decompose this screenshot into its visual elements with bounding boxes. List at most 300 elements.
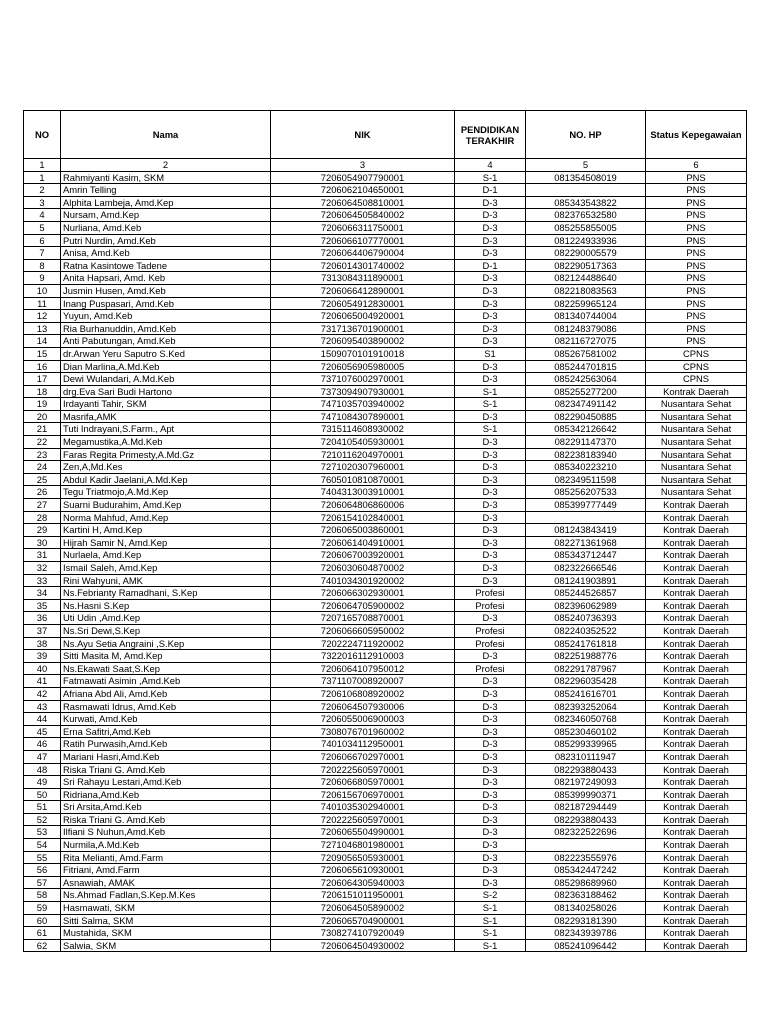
cell-status: Kontrak Daerah xyxy=(646,624,747,637)
cell-no: 27 xyxy=(24,499,61,512)
cell-pendidikan: D-3 xyxy=(455,851,526,864)
table-row xyxy=(24,373,747,386)
cell-nik: 7401034301920002 xyxy=(271,574,455,587)
cell-pendidikan: S-1 xyxy=(455,398,526,411)
cell-nik: 7206064806860006 xyxy=(271,499,455,512)
cell-no: 44 xyxy=(24,713,61,726)
column-number: 2 xyxy=(61,159,271,172)
cell-pendidikan: D-3 xyxy=(455,473,526,486)
table-row xyxy=(24,889,747,902)
cell-hp: 082322666546 xyxy=(526,562,646,575)
table-row xyxy=(24,184,747,197)
cell-pendidikan: Profesi xyxy=(455,624,526,637)
cell-status: Nusantara Sehat xyxy=(646,461,747,474)
cell-pendidikan: S-1 xyxy=(455,171,526,184)
cell-status: Kontrak Daerah xyxy=(646,511,747,524)
column-number: 4 xyxy=(455,159,526,172)
cell-nama: Salwia, SKM xyxy=(61,939,271,952)
header-status: Status Kepegawaian xyxy=(646,111,747,159)
cell-pendidikan: D-3 xyxy=(455,196,526,209)
cell-nama: Riska Triani G. Amd.Keb xyxy=(61,763,271,776)
table-row xyxy=(24,398,747,411)
cell-pendidikan: S1 xyxy=(455,347,526,360)
cell-status: Kontrak Daerah xyxy=(646,687,747,700)
cell-status: Kontrak Daerah xyxy=(646,801,747,814)
cell-hp: 082290450885 xyxy=(526,410,646,423)
cell-nama: dr.Arwan Yeru Saputro S.Ked xyxy=(61,347,271,360)
cell-hp: 082291147370 xyxy=(526,436,646,449)
table-row xyxy=(24,360,747,373)
cell-nik: 7206064406790004 xyxy=(271,247,455,260)
cell-status: Kontrak Daerah xyxy=(646,902,747,915)
table-row xyxy=(24,788,747,801)
cell-no: 41 xyxy=(24,675,61,688)
cell-no: 25 xyxy=(24,473,61,486)
cell-no: 17 xyxy=(24,373,61,386)
cell-nama: Ria Burhanuddin, Amd.Keb xyxy=(61,322,271,335)
table-row xyxy=(24,423,747,436)
cell-nama: Nurliana, Amd.Keb xyxy=(61,221,271,234)
table-row xyxy=(24,574,747,587)
cell-hp: 082343939786 xyxy=(526,927,646,940)
cell-nik: 7206065704900001 xyxy=(271,914,455,927)
cell-no: 46 xyxy=(24,738,61,751)
cell-nik: 7206030604870002 xyxy=(271,562,455,575)
cell-status: PNS xyxy=(646,259,747,272)
table-row xyxy=(24,612,747,625)
cell-nik: 7271020307960001 xyxy=(271,461,455,474)
column-number: 5 xyxy=(526,159,646,172)
cell-nama: Norma Mahfud, Amd.Kep xyxy=(61,511,271,524)
table-row xyxy=(24,524,747,537)
cell-no: 34 xyxy=(24,587,61,600)
table-row xyxy=(24,385,747,398)
cell-pendidikan: D-3 xyxy=(455,410,526,423)
cell-no: 29 xyxy=(24,524,61,537)
cell-no: 36 xyxy=(24,612,61,625)
cell-no: 61 xyxy=(24,927,61,940)
cell-nama: drg.Eva Sari Budi Hartono xyxy=(61,385,271,398)
cell-nama: Ns.Febrianty Ramadhani, S.Kep xyxy=(61,587,271,600)
table-row xyxy=(24,864,747,877)
cell-status: Kontrak Daerah xyxy=(646,776,747,789)
cell-pendidikan: D-3 xyxy=(455,524,526,537)
cell-no: 49 xyxy=(24,776,61,789)
cell-nama: Mustahida, SKM xyxy=(61,927,271,940)
cell-pendidikan: S-1 xyxy=(455,423,526,436)
cell-nama: Zen,A,Md.Kes xyxy=(61,461,271,474)
cell-pendidikan: D-3 xyxy=(455,511,526,524)
cell-nama: Fatmawati Asimin ,Amd.Keb xyxy=(61,675,271,688)
table-row xyxy=(24,624,747,637)
cell-hp: 082218083563 xyxy=(526,284,646,297)
cell-no: 39 xyxy=(24,650,61,663)
cell-nik: 7204105405930001 xyxy=(271,436,455,449)
cell-pendidikan: D-1 xyxy=(455,259,526,272)
cell-nama: Anti Pabutungan, Amd.Keb xyxy=(61,335,271,348)
cell-no: 59 xyxy=(24,902,61,915)
cell-hp: 085342447242 xyxy=(526,864,646,877)
cell-no: 30 xyxy=(24,536,61,549)
cell-nik: 7206055006900003 xyxy=(271,713,455,726)
cell-hp: 082310111947 xyxy=(526,750,646,763)
cell-no: 56 xyxy=(24,864,61,877)
cell-status: Nusantara Sehat xyxy=(646,398,747,411)
cell-nik: 7206066702970001 xyxy=(271,750,455,763)
cell-nama: Nurlaela, Amd.Kep xyxy=(61,549,271,562)
cell-pendidikan: D-3 xyxy=(455,461,526,474)
cell-hp: 085255855005 xyxy=(526,221,646,234)
table-row xyxy=(24,599,747,612)
cell-nik: 7206066605950002 xyxy=(271,624,455,637)
cell-nama: Kurwati, Amd.Keb xyxy=(61,713,271,726)
cell-nik: 7206065003860001 xyxy=(271,524,455,537)
cell-no: 28 xyxy=(24,511,61,524)
cell-nik: 7206014301740002 xyxy=(271,259,455,272)
cell-hp: 085242563064 xyxy=(526,373,646,386)
cell-no: 3 xyxy=(24,196,61,209)
cell-no: 15 xyxy=(24,347,61,360)
cell-status: Kontrak Daerah xyxy=(646,864,747,877)
cell-nama: Sri Arsita,Amd.Keb xyxy=(61,801,271,814)
cell-status: Kontrak Daerah xyxy=(646,524,747,537)
cell-pendidikan: D-3 xyxy=(455,839,526,852)
cell-nik: 7206064107950012 xyxy=(271,662,455,675)
cell-hp: 082346050768 xyxy=(526,713,646,726)
cell-nama: Amrin Telling xyxy=(61,184,271,197)
cell-nama: Hasmawati, SKM xyxy=(61,902,271,915)
cell-status: PNS xyxy=(646,209,747,222)
table-row xyxy=(24,549,747,562)
table-row xyxy=(24,687,747,700)
cell-nik: 7206054907790001 xyxy=(271,171,455,184)
cell-pendidikan: D-3 xyxy=(455,284,526,297)
cell-nik: 7206064305940003 xyxy=(271,876,455,889)
cell-no: 45 xyxy=(24,725,61,738)
cell-hp: 082291787967 xyxy=(526,662,646,675)
cell-pendidikan: S-2 xyxy=(455,889,526,902)
cell-nik: 7206064505890002 xyxy=(271,902,455,915)
cell-status: Kontrak Daerah xyxy=(646,927,747,940)
cell-status: Kontrak Daerah xyxy=(646,826,747,839)
cell-nama: Anita Hapsari, Amd. Keb xyxy=(61,272,271,285)
cell-hp: 085244701815 xyxy=(526,360,646,373)
cell-hp xyxy=(526,839,646,852)
table-row xyxy=(24,511,747,524)
cell-nama: Sri Rahayu Lestari,Amd.Keb xyxy=(61,776,271,789)
cell-status: Kontrak Daerah xyxy=(646,725,747,738)
cell-status: PNS xyxy=(646,171,747,184)
cell-status: Kontrak Daerah xyxy=(646,889,747,902)
cell-pendidikan: D-3 xyxy=(455,562,526,575)
table-row xyxy=(24,297,747,310)
cell-status: PNS xyxy=(646,184,747,197)
cell-no: 8 xyxy=(24,259,61,272)
cell-nama: Nursam, Amd.Kep xyxy=(61,209,271,222)
cell-nama: Hijrah Samir N, Amd.Kep xyxy=(61,536,271,549)
table-row xyxy=(24,499,747,512)
cell-no: 54 xyxy=(24,839,61,852)
table-row xyxy=(24,700,747,713)
table-row xyxy=(24,876,747,889)
cell-nama: Masrifa,AMK xyxy=(61,410,271,423)
cell-pendidikan: S-1 xyxy=(455,385,526,398)
cell-nik: 7371107008920007 xyxy=(271,675,455,688)
cell-pendidikan: D-3 xyxy=(455,700,526,713)
cell-pendidikan: S-1 xyxy=(455,902,526,915)
table-row xyxy=(24,171,747,184)
cell-nama: Ns.Sri Dewi,S.Kep xyxy=(61,624,271,637)
cell-status: PNS xyxy=(646,310,747,323)
table-row xyxy=(24,536,747,549)
cell-hp: 082363188462 xyxy=(526,889,646,902)
cell-hp: 081340258026 xyxy=(526,902,646,915)
cell-pendidikan: Profesi xyxy=(455,587,526,600)
cell-status: Nusantara Sehat xyxy=(646,473,747,486)
cell-status: Kontrak Daerah xyxy=(646,738,747,751)
cell-pendidikan: D-3 xyxy=(455,448,526,461)
cell-nik: 7371076002970001 xyxy=(271,373,455,386)
cell-nama: Rasmawati Idrus, Amd.Keb xyxy=(61,700,271,713)
cell-nama: Tegu Triatmojo,A.Md.Kep xyxy=(61,486,271,499)
cell-nik: 7206066107770001 xyxy=(271,234,455,247)
cell-hp: 082322522696 xyxy=(526,826,646,839)
table-row xyxy=(24,851,747,864)
cell-nama: Suarni Budurahim, Amd.Kep xyxy=(61,499,271,512)
cell-nik: 7271046801980001 xyxy=(271,839,455,852)
cell-hp: 082259965124 xyxy=(526,297,646,310)
cell-pendidikan: D-3 xyxy=(455,297,526,310)
cell-no: 5 xyxy=(24,221,61,234)
cell-hp: 085244526857 xyxy=(526,587,646,600)
cell-nama: Faras Regita Primesty,A.Md.Gz xyxy=(61,448,271,461)
cell-pendidikan: D-3 xyxy=(455,675,526,688)
cell-no: 18 xyxy=(24,385,61,398)
cell-status: PNS xyxy=(646,284,747,297)
cell-nik: 7206054912830001 xyxy=(271,297,455,310)
cell-nik: 7401035302940001 xyxy=(271,801,455,814)
cell-nama: Megamustika,A.Md.Keb xyxy=(61,436,271,449)
table-row xyxy=(24,839,747,852)
cell-no: 51 xyxy=(24,801,61,814)
cell-nama: Ns.Ayu Setia Angraini ,S.Kep xyxy=(61,637,271,650)
cell-nama: Afriana Abd Ali, Amd.Keb xyxy=(61,687,271,700)
cell-pendidikan: D-3 xyxy=(455,373,526,386)
cell-nik: 7210116204970001 xyxy=(271,448,455,461)
cell-nama: Ratna Kasintowe Tadene xyxy=(61,259,271,272)
table-row xyxy=(24,247,747,260)
table-row xyxy=(24,763,747,776)
cell-no: 16 xyxy=(24,360,61,373)
cell-status: Nusantara Sehat xyxy=(646,423,747,436)
table-row xyxy=(24,335,747,348)
cell-nik: 7206066302930001 xyxy=(271,587,455,600)
cell-nik: 7471084307890001 xyxy=(271,410,455,423)
cell-no: 50 xyxy=(24,788,61,801)
table-row xyxy=(24,310,747,323)
cell-no: 23 xyxy=(24,448,61,461)
cell-hp: 082116727075 xyxy=(526,335,646,348)
table-row xyxy=(24,939,747,952)
cell-no: 26 xyxy=(24,486,61,499)
table-row xyxy=(24,347,747,360)
cell-nama: Sitti Masita M, Amd.Kep xyxy=(61,650,271,663)
cell-hp: 082187294449 xyxy=(526,801,646,814)
cell-nama: Sitti Salma, SKM xyxy=(61,914,271,927)
cell-pendidikan: Profesi xyxy=(455,599,526,612)
cell-nama: Ns.Hasni S.Kep xyxy=(61,599,271,612)
cell-no: 14 xyxy=(24,335,61,348)
cell-pendidikan: D-3 xyxy=(455,322,526,335)
cell-no: 19 xyxy=(24,398,61,411)
cell-pendidikan: D-3 xyxy=(455,499,526,512)
cell-pendidikan: D-3 xyxy=(455,486,526,499)
table-row xyxy=(24,410,747,423)
cell-hp: 082238183940 xyxy=(526,448,646,461)
cell-no: 4 xyxy=(24,209,61,222)
cell-hp: 082296035428 xyxy=(526,675,646,688)
cell-status: Kontrak Daerah xyxy=(646,750,747,763)
cell-nik: 7206061404910001 xyxy=(271,536,455,549)
cell-pendidikan: D-3 xyxy=(455,813,526,826)
cell-no: 47 xyxy=(24,750,61,763)
cell-nama: Mariani Hasri,Amd.Keb xyxy=(61,750,271,763)
cell-no: 13 xyxy=(24,322,61,335)
table-row xyxy=(24,650,747,663)
cell-no: 32 xyxy=(24,562,61,575)
cell-status: Kontrak Daerah xyxy=(646,574,747,587)
cell-status: Kontrak Daerah xyxy=(646,939,747,952)
cell-status: Kontrak Daerah xyxy=(646,675,747,688)
cell-hp: 082290005579 xyxy=(526,247,646,260)
cell-hp: 085343543822 xyxy=(526,196,646,209)
cell-nama: Ridriana,Amd.Keb xyxy=(61,788,271,801)
cell-hp: 081243843419 xyxy=(526,524,646,537)
header-nik: NIK xyxy=(271,111,455,159)
cell-nik: 7401034112950001 xyxy=(271,738,455,751)
cell-hp: 082349511598 xyxy=(526,473,646,486)
cell-nik: 7206067003920001 xyxy=(271,549,455,562)
cell-no: 12 xyxy=(24,310,61,323)
table-row xyxy=(24,662,747,675)
table-row xyxy=(24,259,747,272)
cell-nik: 7206064504930002 xyxy=(271,939,455,952)
cell-nik: 7373094907930001 xyxy=(271,385,455,398)
cell-pendidikan: D-3 xyxy=(455,801,526,814)
table-row xyxy=(24,562,747,575)
cell-hp xyxy=(526,511,646,524)
cell-no: 53 xyxy=(24,826,61,839)
cell-pendidikan: S-1 xyxy=(455,927,526,940)
cell-status: PNS xyxy=(646,322,747,335)
cell-hp: 082197249093 xyxy=(526,776,646,789)
cell-hp: 085399990371 xyxy=(526,788,646,801)
table-body xyxy=(24,159,747,952)
cell-nik: 7207165708870001 xyxy=(271,612,455,625)
cell-no: 6 xyxy=(24,234,61,247)
table-row xyxy=(24,776,747,789)
cell-status: Nusantara Sehat xyxy=(646,436,747,449)
cell-status: Kontrak Daerah xyxy=(646,650,747,663)
cell-pendidikan: D-1 xyxy=(455,184,526,197)
header-nama: Nama xyxy=(61,111,271,159)
cell-nama: Rahmiyanti Kasim, SKM xyxy=(61,171,271,184)
cell-hp: 082393252064 xyxy=(526,700,646,713)
cell-status: Nusantara Sehat xyxy=(646,410,747,423)
cell-status: Kontrak Daerah xyxy=(646,851,747,864)
cell-pendidikan: D-3 xyxy=(455,826,526,839)
cell-status: Kontrak Daerah xyxy=(646,876,747,889)
cell-pendidikan: D-3 xyxy=(455,687,526,700)
cell-pendidikan: D-3 xyxy=(455,360,526,373)
cell-nik: 7206064505840002 xyxy=(271,209,455,222)
column-number-row xyxy=(24,159,747,172)
cell-pendidikan: D-3 xyxy=(455,650,526,663)
table-row xyxy=(24,322,747,335)
cell-status: Kontrak Daerah xyxy=(646,549,747,562)
table-row xyxy=(24,750,747,763)
table-row xyxy=(24,637,747,650)
cell-nama: Ns.Ekawati Saat,S.Kep xyxy=(61,662,271,675)
cell-status: PNS xyxy=(646,335,747,348)
cell-hp: 085230460102 xyxy=(526,725,646,738)
cell-hp: 085256207533 xyxy=(526,486,646,499)
cell-hp: 085240736393 xyxy=(526,612,646,625)
cell-nik: 7605010810870001 xyxy=(271,473,455,486)
cell-nik: 7206154102840001 xyxy=(271,511,455,524)
cell-no: 58 xyxy=(24,889,61,902)
table-row xyxy=(24,725,747,738)
cell-status: CPNS xyxy=(646,360,747,373)
cell-status: Kontrak Daerah xyxy=(646,700,747,713)
cell-hp: 082271361968 xyxy=(526,536,646,549)
cell-hp: 085299339965 xyxy=(526,738,646,751)
cell-pendidikan: D-3 xyxy=(455,713,526,726)
cell-no: 21 xyxy=(24,423,61,436)
cell-hp: 085267581002 xyxy=(526,347,646,360)
cell-nik: 7308076701960002 xyxy=(271,725,455,738)
cell-nik: 7315114608930002 xyxy=(271,423,455,436)
table-row xyxy=(24,813,747,826)
cell-hp: 082223555976 xyxy=(526,851,646,864)
cell-no: 1 xyxy=(24,171,61,184)
cell-hp: 085241761818 xyxy=(526,637,646,650)
cell-hp: 082251988776 xyxy=(526,650,646,663)
cell-no: 55 xyxy=(24,851,61,864)
cell-pendidikan: D-3 xyxy=(455,738,526,751)
cell-nik: 7322016112910003 xyxy=(271,650,455,663)
cell-hp: 082376532580 xyxy=(526,209,646,222)
column-number: 1 xyxy=(24,159,61,172)
cell-status: Kontrak Daerah xyxy=(646,662,747,675)
cell-hp: 081224933936 xyxy=(526,234,646,247)
cell-no: 42 xyxy=(24,687,61,700)
cell-nama: Jusmin Husen, Amd.Keb xyxy=(61,284,271,297)
cell-nik: 7206156706970001 xyxy=(271,788,455,801)
cell-status: PNS xyxy=(646,234,747,247)
cell-status: PNS xyxy=(646,272,747,285)
cell-status: Kontrak Daerah xyxy=(646,637,747,650)
cell-nik: 7209056505930001 xyxy=(271,851,455,864)
header-pendidikan: PENDIDIKAN TERAKHIR xyxy=(455,111,526,159)
cell-hp: 085298689960 xyxy=(526,876,646,889)
cell-nama: Dian Marlina,A.Md.Keb xyxy=(61,360,271,373)
cell-pendidikan: D-3 xyxy=(455,272,526,285)
cell-hp: 081241903891 xyxy=(526,574,646,587)
cell-status: Kontrak Daerah xyxy=(646,612,747,625)
cell-pendidikan: D-3 xyxy=(455,864,526,877)
cell-hp: 082396062989 xyxy=(526,599,646,612)
